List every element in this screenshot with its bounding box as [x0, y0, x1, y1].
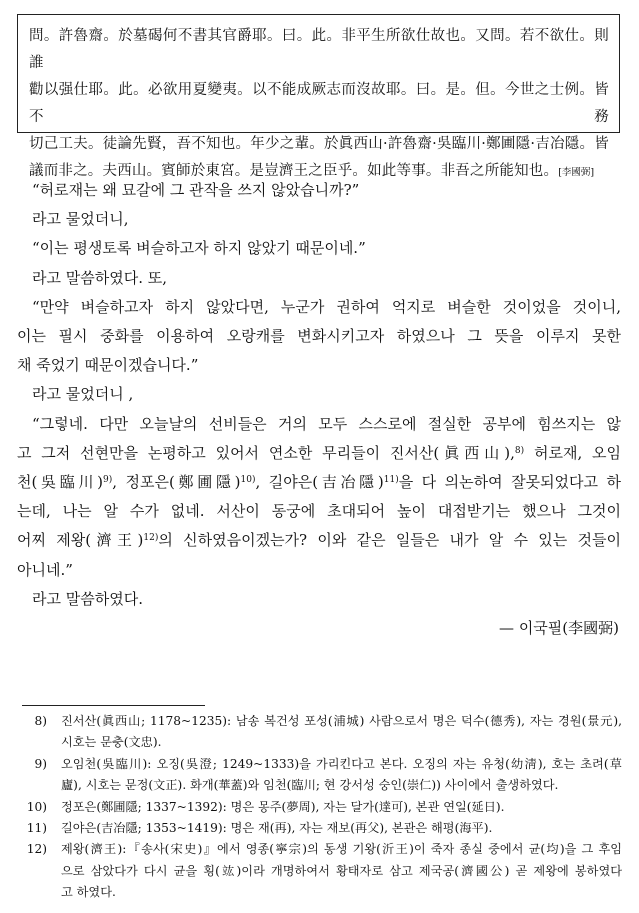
translation-line: 라고 물었더니,	[32, 210, 129, 229]
classical-line: 勸以强仕耶。此。必欲用夏變夷。以不能成厥志而沒故耶。曰。是。但。今世之士例。皆不務	[29, 82, 609, 125]
text-seg: 어찌 제왕(濟王)	[17, 531, 144, 550]
translation-line	[17, 526, 621, 555]
footnote-text	[61, 754, 622, 797]
footnote-number: 12)	[26, 842, 47, 857]
footnote-9	[22, 754, 622, 797]
footnote-text	[61, 797, 622, 818]
footnote-text	[61, 839, 622, 903]
footnote-line: 길야은(吉冶隱; 1353~1419): 명은 재(再), 자는 재보(再父), 본관은 해평(海平).	[61, 821, 493, 836]
footnote-line: 제왕(濟王):『송사(宋史)』에서 영종(寧宗)의 동생 기왕(沂王)이 죽자 종실 중에서 균(均)을 그 후임	[61, 842, 622, 857]
text-seg: , 정포은(鄭圃隱)	[112, 473, 241, 492]
footnote-text	[61, 711, 622, 754]
translation-line: “허로재는 왜 묘갈에 그 관작을 쓰지 않았습니까?”	[32, 181, 360, 199]
translation-line: 라고 말씀하였다. 또,	[32, 268, 167, 287]
footnote-ref-9[interactable]: 9)	[103, 475, 113, 486]
translation-line: 라고 물었더니 ,	[32, 385, 134, 404]
classical-text-box	[17, 14, 620, 179]
footnote-number: 11)	[26, 821, 47, 836]
translation-line: 채 죽었기 때문이겠습니다.”	[17, 356, 199, 375]
footnote-divider	[22, 705, 205, 706]
translation-line: “이는 평생토록 벼슬하고자 하지 않았기 때문이네.”	[32, 239, 366, 258]
footnote-10	[22, 797, 622, 818]
footnote-ref-11[interactable]: 11)	[383, 475, 399, 486]
translation-line: 는데, 나는 알 수가 없네. 서산이 동궁에 초대되어 높이 대접받기는 했으나 그것이	[17, 502, 621, 521]
footnote-number: 8)	[34, 714, 47, 728]
footnote-line: 진서산(眞西山; 1178~1235): 남송 복건성 포성(浦城) 사람으로서 명은 덕수(德秀), 자는 경원(景元),	[61, 714, 622, 728]
translation-line: “그렇네. 다만 오늘날의 선비들은 거의 모두 스스로에 절실한 공부에 힘쓰지는 않	[32, 414, 621, 433]
text-seg: , 길야은(吉冶隱)	[255, 473, 384, 492]
footnote-ref-8[interactable]: 8)	[514, 445, 525, 456]
footnote-number: 10)	[26, 799, 47, 814]
footnote-line: 시호는 문충(文忠).	[61, 735, 162, 750]
classical-line-text: 議而非之。夫西山。賓師於東宮。是豈濟王之臣乎。如此等事。非吾之所能知也。	[29, 163, 559, 179]
translation-line: 이는 필시 중화를 이용하여 오랑캐를 변화시키고자 하였으나 그 뜻을 이루지 못한	[17, 327, 621, 346]
footnote-line: 정포은(鄭圃隱; 1337~1392): 명은 몽주(夢周), 자는 달가(達可), 본관 연일(延日).	[61, 799, 505, 814]
source-tag: [李國弼]	[558, 167, 595, 178]
footnote-11	[22, 818, 622, 839]
attribution: — 이국필(李國弼)	[499, 619, 619, 638]
text-seg: 허로재, 오임	[524, 443, 621, 462]
footnotes	[22, 711, 622, 904]
footnote-text	[61, 818, 622, 839]
text-seg: 을 다 의논하여 잘못되었다고 하	[398, 473, 621, 492]
footnote-ref-12[interactable]: 12)	[143, 533, 159, 544]
translation-line: 아니네.”	[17, 560, 73, 579]
translation-line	[17, 439, 621, 468]
footnote-line: 으로 삼았다가 다시 균을 횡(竑)이라 개명하여서 황태자로 삼고 제국공(濟國公) 곧 제왕에 봉하였다	[61, 863, 622, 878]
footnote-number: 9)	[34, 756, 47, 771]
text-seg: 고 그저 선현만을 논평하고 있어서 연소한 무리들이 진서산(眞西山),	[17, 443, 515, 462]
footnote-ref-10[interactable]: 10)	[240, 475, 256, 486]
text-seg: 천(吳臨川)	[17, 473, 104, 492]
classical-line: 切己工夫。徒論先賢，吾不知也。年少之輩。於眞西山·許魯齋·吳臨川·鄭圃隱·吉冶隱。皆	[29, 136, 609, 152]
footnote-line: 고 하였다.	[61, 885, 116, 900]
footnote-8	[22, 711, 622, 754]
text-seg: 의 신하였음이겠는가? 이와 같은 일들은 내가 알 수 있는 것들이	[158, 531, 621, 550]
footnote-12	[22, 839, 622, 903]
translation-line	[17, 468, 621, 497]
footnote-line: 오임천(吳臨川): 오징(吳澄; 1249~1333)을 가리킨다고 본다. 오징의 자는 유청(幼淸), 호는 초려(草	[61, 756, 622, 771]
footnote-line: 廬), 시호는 문정(文正). 화개(華蓋)와 임천(臨川; 현 강서성 숭인(崇仁)) 사이에서 출생하였다.	[61, 778, 559, 793]
translation-line: “만약 벼슬하고자 하지 않았다면, 누군가 권하여 억지로 벼슬한 것이었을 것이니,	[32, 297, 621, 316]
classical-line: 問。許魯齋。於墓碣何不書其官爵耶。曰。此。非平生所欲仕故也。又問。若不欲仕。則誰	[29, 28, 609, 71]
translation-body	[17, 176, 621, 643]
translation-line: 라고 말씀하였다.	[32, 589, 143, 608]
